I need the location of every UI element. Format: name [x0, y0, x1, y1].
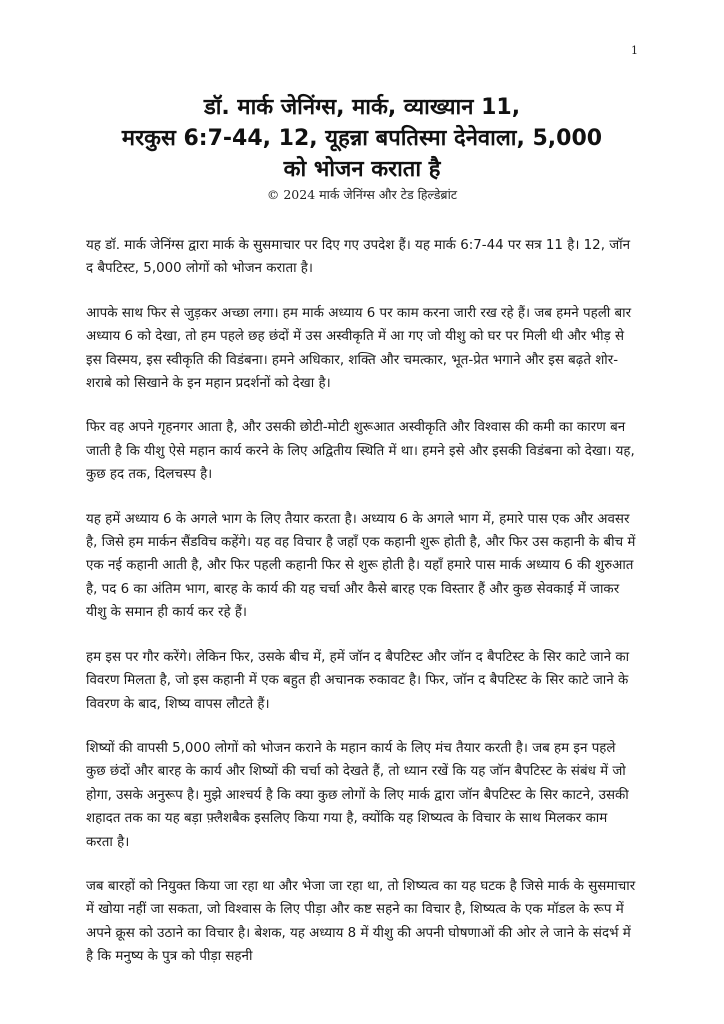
- title-line-3: को भोजन कराता है: [283, 157, 441, 182]
- title-line-1: डॉ. मार्क जेनिंग्स, मार्क, व्याख्यान 11,: [203, 95, 521, 120]
- paragraph: जब बारहों को नियुक्त किया जा रहा था और भेजा जा रहा था, तो शिष्यत्व का यह घटक है जिसे मार्क के सुसमाचार में खोया नहीं जा सकता, जो विश्वास के लिए पीड़ा और कष्ट सहने का विचार है, शिष्यत्व के एक मॉडल के रूप में अपने क्रूस को उठाने का विचार है। बेशक, यह अध्याय 8 में यीशु की अपनी घोषणाओं की ओर ले जाने के संदर्भ में है कि मनुष्य के पुत्र को पीड़ा सहनी: [86, 878, 636, 965]
- copyright-notice: © 2024 मार्क जेनिंग्स और टेड हिल्डेब्रांट: [266, 187, 458, 202]
- paragraph: फिर वह अपने गृहनगर आता है, और उसकी छोटी-मोटी शुरूआत अस्वीकृति और विश्वास की कमी का कारण बन जाती है कि यीशु ऐसे महान कार्य करने के लिए अद्वितीय स्थिति में था। हमने इसे और इसकी विडंबना को देखा। यह, कुछ हद तक, दिलचस्प है।: [86, 420, 635, 483]
- paragraph-intro: यह डॉ. मार्क जेनिंग्स द्वारा मार्क के सुसमाचार पर दिए गए उपदेश हैं। यह मार्क 6:7-44 पर सत्र 11 है। 12, जॉन द बैपटिस्ट, 5,000 लोगों को भोजन कराता है।: [86, 238, 631, 277]
- paragraph: यह हमें अध्याय 6 के अगले भाग के लिए तैयार करता है। अध्याय 6 के अगले भाग में, हमारे पास एक और अवसर है, जिसे हम मार्कन सैंडविच कहेंगे। यह वह विचार है जहाँ एक कहानी शुरू होती है, और फिर उस कहानी के बीच में एक नई कहानी आती है, और फिर पहली कहानी फिर से शुरू होती है। यहाँ हमारे पास मार्क अध्याय 6 की शुरुआत है, पद 6 का अंतिम भाग, बारह के कार्य की यह चर्चा और कैसे बारह एक विस्तार हैं और कुछ सेवकाई में जाकर यीशु के समान ही कार्य कर रहे हैं।: [86, 511, 636, 621]
- paragraph: शिष्यों की वापसी 5,000 लोगों को भोजन कराने के महान कार्य के लिए मंच तैयार करती है। जब हम इन पहले कुछ छंदों और बारह के कार्य और शिष्यों की चर्चा को देखते हैं, तो ध्यान रखें कि यह जॉन बैपटिस्ट के संबंध में जो होगा, उसके अनुरूप है। मुझे आश्चर्य है कि क्या कुछ लोगों के लिए मार्क द्वारा जॉन बैपटिस्ट के सिर काटने, उसकी शहादत तक का यह बड़ा फ़्लैशबैक इसलिए किया गया है, क्योंकि यह शिष्यत्व के विचार के साथ मिलकर काम करता है।: [86, 740, 629, 850]
- title-line-2: मरकुस 6:7-44, 12, यूहन्ना बपतिस्मा देनेवाला, 5,000: [121, 126, 603, 151]
- page-number: 1: [631, 44, 638, 57]
- document-title: [86, 0, 638, 185]
- document-body: [86, 234, 638, 969]
- paragraph: आपके साथ फिर से जुड़कर अच्छा लगा। हम मार्क अध्याय 6 पर काम करना जारी रख रहे हैं। जब हमने पहली बार अध्याय 6 को देखा, तो हम पहले छह छंदों में उस अस्वीकृति में आ गए जो यीशु को घर पर मिली थी और भीड़ से इस विस्मय, इस स्वीकृति की विडंबना। हमने अधिकार, शक्ति और चमत्कार, भूत-प्रेत भगाने और इस बढ़ते शोर-शराबे को सिखाने के इन महान प्रदर्शनों को देखा है।: [86, 305, 632, 392]
- paragraph: हम इस पर गौर करेंगे। लेकिन फिर, उसके बीच में, हमें जॉन द बैपटिस्ट और जॉन द बैपटिस्ट के सिर काटे जाने का विवरण मिलता है, जो इस कहानी में एक बहुत ही अचानक रुकावट है। फिर, जॉन द बैपटिस्ट के सिर काटे जाने के विवरण के बाद, शिष्य वापस लौटते हैं।: [86, 649, 630, 712]
